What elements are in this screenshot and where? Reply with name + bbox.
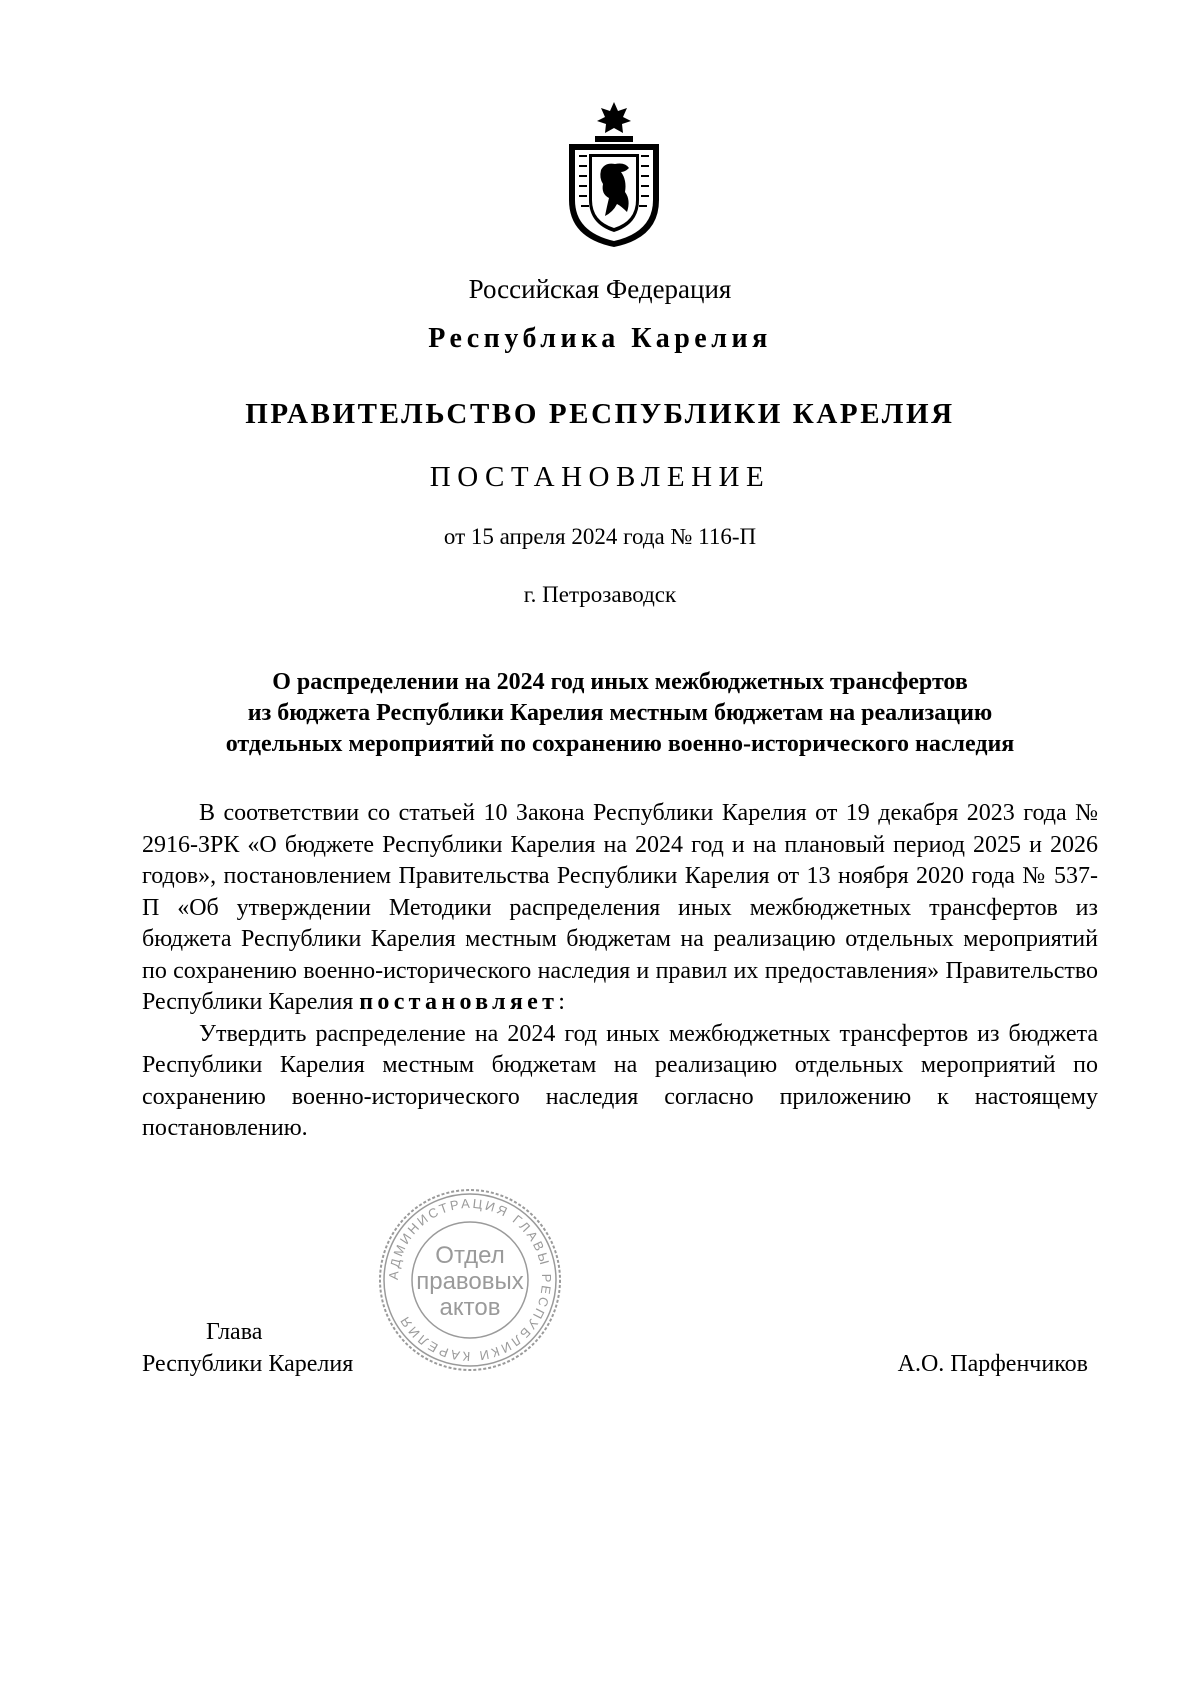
title-line: из бюджета Республики Карелия местным бюджетам на реализацию (247, 700, 993, 726)
title-line: О распределении на 2024 год иных межбюджетных трансфертов (272, 669, 968, 695)
title-line: отдельных мероприятий по сохранению военно-исторического наследия (225, 731, 1015, 757)
body-paragraph-preamble: В соответствии со статьей 10 Закона Республики Карелия от 19 декабря 2023 года № 2916-ЗРК «О бюджете Республики Карелия на 2024 год и на плановый период 2025 и 2026 годов», постановлением Правительства Республики Карелия от 13 ноября 2020 года № 537-П «Об утверждении Методики распределения иных межбюджетных трансфертов из бюджета Республики Карелия местным бюджетам на реализацию отдельных мероприятий по сохранению военно-исторического наследия и правил их предоставления» Правительство Республики Карелия постановляет: (142, 800, 1098, 1015)
document-city: г. Петрозаводск (523, 582, 677, 607)
coat-of-arms-icon (565, 100, 663, 248)
document-date-number: от 15 апреля 2024 года № 116-П (443, 524, 757, 549)
government-name: ПРАВИТЕЛЬСТВО РЕСПУБЛИКИ КАРЕЛИЯ (245, 398, 955, 430)
republic-name: Республика Карелия (428, 323, 772, 354)
stamp-seal-icon (375, 1185, 565, 1375)
country-name: Российская Федерация (468, 274, 732, 304)
document-title (142, 667, 1098, 760)
document-body (142, 798, 1098, 1145)
stamp-text: правовых (416, 1268, 524, 1295)
svg-text:АДМИНИСТРАЦИЯ ГЛАВЫ РЕСПУБЛИКИ: АДМИНИСТРАЦИЯ ГЛАВЫ РЕСПУБЛИКИ КАРЕЛИЯ (385, 1195, 555, 1365)
resolves-keyword: постановляет (359, 989, 559, 1015)
signatory-position: Глава Республики Карелия (142, 1319, 354, 1377)
stamp-text: Отдел (435, 1242, 505, 1269)
document-type: ПОСТАНОВЛЕНИЕ (429, 461, 771, 493)
stamp-text: актов (439, 1294, 501, 1321)
body-paragraph-decision: Утвердить распределение на 2024 год иных межбюджетных трансфертов из бюджета Республики Карелия местным бюджетам на реализацию отдельных мероприятий по сохранению военно-исторического наследия согласно приложению к настоящему постановлению. (142, 1020, 1098, 1141)
signatory-name: А.О. Парфенчиков (897, 1351, 1088, 1377)
